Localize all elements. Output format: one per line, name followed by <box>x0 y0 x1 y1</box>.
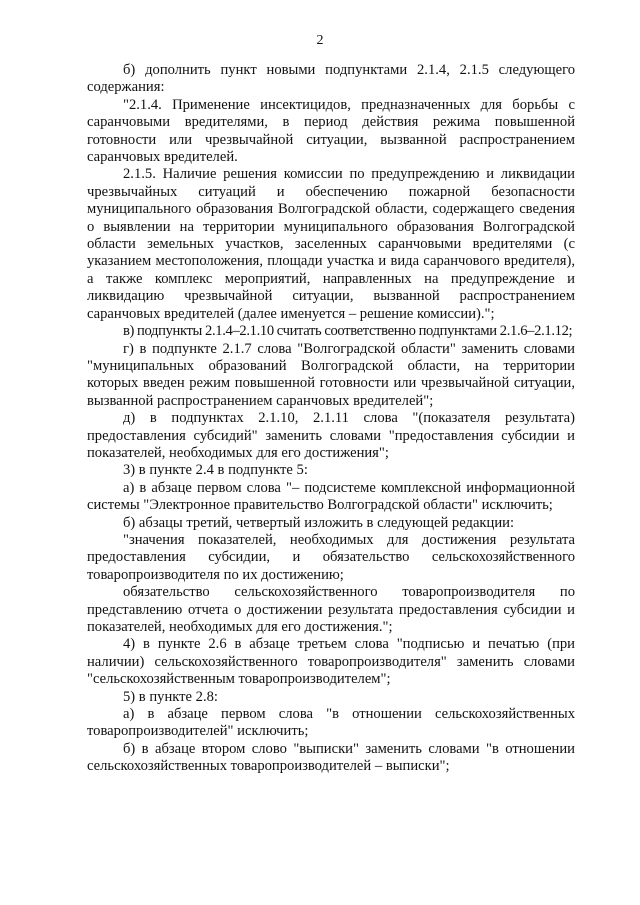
paragraph-item-g-subpoint-2-1-7: г) в подпункте 2.1.7 слова "Волгоградской области" заменить словами "муниципальных образований Волгоградской области, на территории которых введен режим повышенной готовности или чрезвычайной ситуации, вызванной распространением саранчовых вредителей"; <box>87 340 575 409</box>
paragraph-item-a-exclude-words: а) в абзаце первом слова "в отношении сельскохозяйственных товаропроизводителей" исключить; <box>87 706 575 740</box>
paragraph-subpoint-2-1-4: "2.1.4. Применение инсектицидов, предназначенных для борьбы с саранчовыми вредителями, в период действия режима повышенной готовности или чрезвычайной ситуации, вызванной распространением саранчовых вредителей. <box>87 96 575 166</box>
paragraph-item-b-replace-extract: б) в абзаце втором слово "выписки" заменить словами "в отношении сельскохозяйственных товаропроизводителей – выписки"; <box>87 740 575 775</box>
paragraph-point-3-item-2-4: 3) в пункте 2.4 в подпункте 5: <box>123 462 308 479</box>
paragraph-point-4-item-2-6: 4) в пункте 2.6 в абзаце третьем слова "подписью и печатью (при наличии) сельскохозяйственного товаропроизводителя" заменить словами "сельскохозяйственным товаропроизводителем"; <box>87 636 575 688</box>
paragraph-quoted-report-obligation: обязательство сельскохозяйственного товаропроизводителя по представлению отчета о достижении результата предоставления субсидии и показателей, необходимых для его достижения."; <box>87 584 575 635</box>
paragraph-subpoint-2-1-5: 2.1.5. Наличие решения комиссии по предупреждению и ликвидации чрезвычайных ситуаций и обеспечению пожарной безопасности муниципального образования Волгоградской области, содержащего сведения о выявлении на территории муниципального образования Волгоградской области земельных участков, заселенных саранчовыми вредителями (с указанием местоположения, площади участка и вида саранчового вредителя), а также комплекс мероприятий, направленных на предупреждение и ликвидацию чрезвычайной ситуации, вызванной распространением саранчовых вредителей (далее именуется – решение комиссии)."; <box>87 166 575 322</box>
paragraph-item-a-first-subparagraph: а) в абзаце первом слова "– подсистеме комплексной информационной системы "Электронное правительство Волгоградской области" исключить; <box>87 479 575 514</box>
paragraph-item-b-add-subpoints: б) дополнить пункт новыми подпунктами 2.1.4, 2.1.5 следующего содержания: <box>87 62 575 96</box>
paragraph-item-d-subpoints-2-1-10-2-1-11: д) в подпунктах 2.1.10, 2.1.11 слова "(показателя результата) предоставления субсидий" заменить словами "предоставления субсидии и показателей, необходимых для его достижения"; <box>87 410 575 461</box>
paragraph-item-v-renumber: в) подпункты 2.1.4–2.1.10 считать соответственно подпунктами 2.1.6–2.1.12; <box>123 323 573 340</box>
page-number: 2 <box>316 33 324 48</box>
paragraph-quoted-indicator-values: "значения показателей, необходимых для достижения результата предоставления субсидии, и обязательство сельскохозяйственного товаропроизводителя по их достижению; <box>87 531 575 583</box>
paragraph-point-5-item-2-8: 5) в пункте 2.8: <box>123 688 218 705</box>
document-body <box>87 62 575 776</box>
paragraph-item-b-third-fourth-subparagraphs: б) абзацы третий, четвертый изложить в следующей редакции: <box>123 514 514 531</box>
